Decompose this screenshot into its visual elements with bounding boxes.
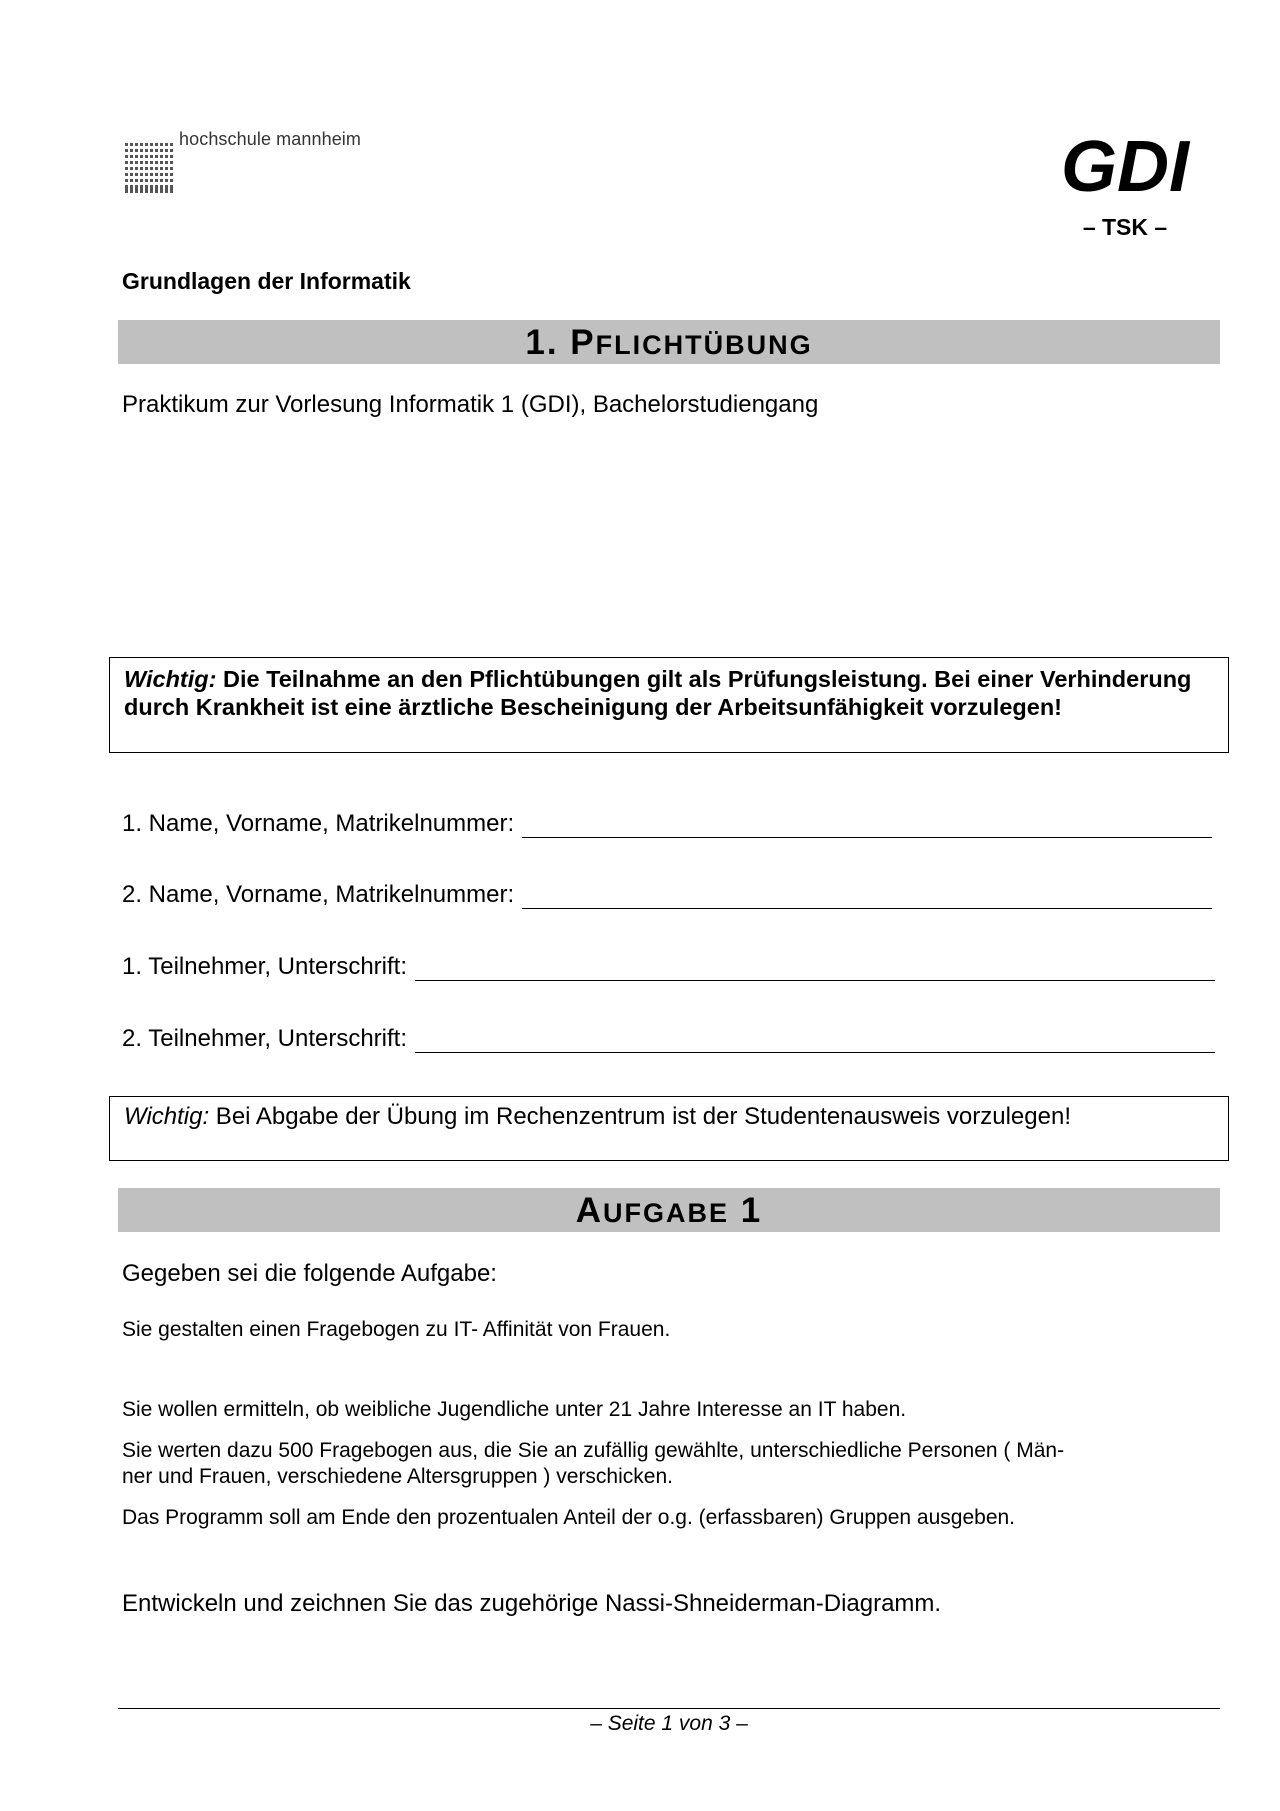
section-title-prefix: A bbox=[575, 1191, 604, 1230]
form-field-line[interactable] bbox=[522, 815, 1212, 838]
task-paragraph-1: Sie gestalten einen Fragebogen zu IT- Affinität von Frauen. bbox=[122, 1318, 671, 1341]
task-paragraph-3-line-2: ner und Frauen, verschiedene Altersgruppen ) verschicken. bbox=[122, 1465, 673, 1488]
form-field-line[interactable] bbox=[415, 958, 1215, 981]
section-title-rest: UFGABE bbox=[603, 1198, 730, 1228]
form-field-participant1-name[interactable] bbox=[122, 810, 1212, 838]
form-field-participant1-signature[interactable] bbox=[122, 953, 1215, 981]
institution-name: hochschule mannheim bbox=[179, 129, 362, 149]
notice-text: Die Teilnahme an den Pflichtübungen gilt als Prüfungsleistung. Bei einer Verhinderung durch Krankheit ist eine ärztliche Bescheinigung der Arbeitsunfähigkeit vorzulegen! bbox=[124, 666, 1192, 720]
hochschule-logo-icon bbox=[125, 143, 177, 197]
document-code-title: GDI bbox=[1060, 127, 1189, 207]
task-paragraph-2: Sie wollen ermitteln, ob weibliche Jugendliche unter 21 Jahre Interesse an IT haben. bbox=[122, 1398, 907, 1421]
form-field-line[interactable] bbox=[522, 886, 1212, 909]
important-notice-exam bbox=[109, 657, 1229, 753]
form-field-participant2-signature[interactable] bbox=[122, 1025, 1215, 1053]
course-name: Grundlagen der Informatik bbox=[122, 268, 411, 294]
section-banner-pflichtuebung bbox=[118, 320, 1220, 364]
document-code-subtitle: – TSK – bbox=[1082, 214, 1168, 240]
form-field-label: 1. Name, Vorname, Matrikelnummer: bbox=[122, 810, 515, 837]
practical-description: Praktikum zur Vorlesung Informatik 1 (GDI), Bachelorstudiengang bbox=[122, 391, 819, 418]
section-title-prefix: 1. P bbox=[525, 323, 596, 362]
form-field-participant2-name[interactable] bbox=[122, 881, 1212, 909]
notice-text: Bei Abgabe der Übung im Rechenzentrum ist der Studentenausweis vorzulegen! bbox=[209, 1103, 1071, 1130]
form-field-label: 1. Teilnehmer, Unterschrift: bbox=[122, 953, 408, 980]
page-number: – Seite 1 von 3 – bbox=[590, 1712, 748, 1735]
task-paragraph-3-line-1: Sie werten dazu 500 Fragebogen aus, die Sie an zufällig gewählte, unterschiedliche Personen ( Män- bbox=[122, 1439, 1065, 1462]
form-field-label: 2. Name, Vorname, Matrikelnummer: bbox=[122, 881, 515, 908]
task-paragraph-4: Das Programm soll am Ende den prozentualen Anteil der o.g. (erfassbaren) Gruppen ausgeben. bbox=[122, 1506, 1016, 1529]
section-title-rest: FLICHTÜBUNG bbox=[595, 330, 813, 360]
section-banner-aufgabe-1 bbox=[118, 1188, 1220, 1232]
notice-label: Wichtig: bbox=[124, 666, 217, 692]
section-title-number: 1 bbox=[729, 1191, 763, 1230]
task-instruction: Entwickeln und zeichnen Sie das zugehörige Nassi-Shneiderman-Diagramm. bbox=[122, 1590, 942, 1617]
form-field-label: 2. Teilnehmer, Unterschrift: bbox=[122, 1025, 408, 1052]
task-paragraph-3 bbox=[122, 1438, 1202, 1490]
footer-divider bbox=[118, 1708, 1220, 1709]
form-field-line[interactable] bbox=[415, 1030, 1215, 1053]
notice-label: Wichtig: bbox=[124, 1103, 210, 1130]
important-notice-student-id bbox=[109, 1096, 1229, 1161]
task-intro: Gegeben sei die folgende Aufgabe: bbox=[122, 1260, 497, 1287]
